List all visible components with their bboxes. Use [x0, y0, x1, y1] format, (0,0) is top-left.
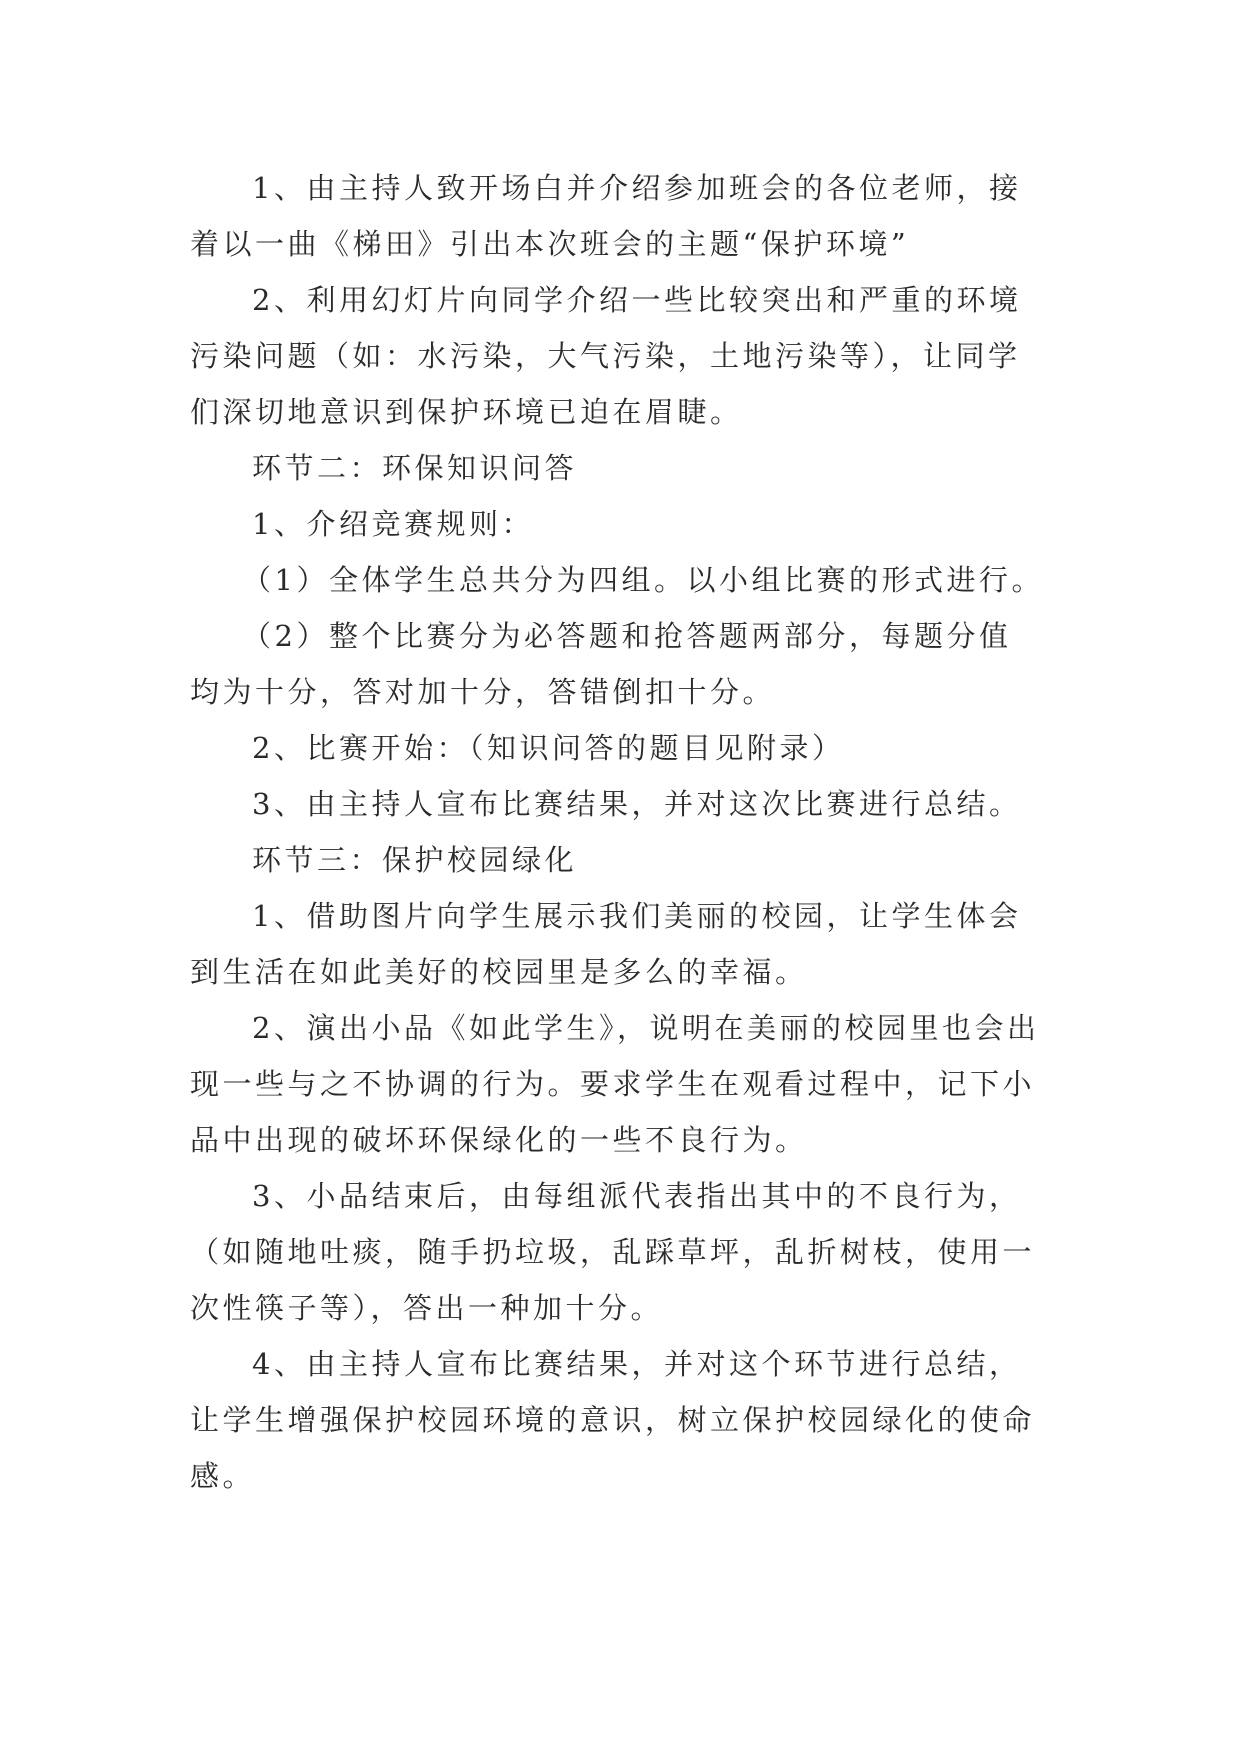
paragraph-line: 1、由主持人致开场白并介绍参加班会的各位老师，接 — [252, 171, 1022, 205]
section-heading: 环节二：环保知识问答 — [252, 451, 578, 485]
paragraph-line: 感。 — [190, 1459, 256, 1493]
paragraph-line: 2、比赛开始：（知识问答的题目见附录） — [252, 731, 845, 765]
paragraph-line: （如随地吐痰，随手扔垃圾，乱踩草坪，乱折树枝，使用一 — [190, 1235, 1036, 1269]
paragraph-line: 2、利用幻灯片向同学介绍一些比较突出和严重的环境 — [252, 283, 1022, 317]
paragraph-line: 现一些与之不协调的行为。要求学生在观看过程中，记下小 — [190, 1067, 1036, 1101]
paragraph-line: 次性筷子等），答出一种加十分。 — [190, 1291, 664, 1325]
paragraph-line: 3、由主持人宣布比赛结果，并对这次比赛进行总结。 — [252, 787, 1022, 821]
paragraph-line: 3、小品结束后，由每组派代表指出其中的不良行为， — [252, 1179, 1022, 1213]
paragraph-line: 污染问题（如：水污染，大气污染，土地污染等），让同学 — [190, 339, 1021, 373]
paragraph-line: 们深切地意识到保护环境已迫在眉睫。 — [190, 395, 743, 429]
paragraph-line: 4、由主持人宣布比赛结果，并对这个环节进行总结， — [252, 1347, 1022, 1381]
paragraph-line: 让学生增强保护校园环境的意识，树立保护校园绿化的使命 — [190, 1403, 1036, 1437]
paragraph-line: （2）整个比赛分为必答题和抢答题两部分，每题分值 — [242, 619, 1012, 653]
paragraph-line: 1、介绍竞赛规则： — [252, 507, 534, 541]
section-heading: 环节三：保护校园绿化 — [252, 843, 578, 877]
paragraph-line: 到生活在如此美好的校园里是多么的幸福。 — [190, 955, 808, 989]
paragraph-line: 均为十分，答对加十分，答错倒扣十分。 — [190, 675, 776, 709]
paragraph-line: 2、演出小品《如此学生》，说明在美丽的校园里也会出 — [252, 1011, 1040, 1045]
document-body — [190, 160, 1050, 1504]
paragraph-line: （1）全体学生总共分为四组。以小组比赛的形式进行。 — [242, 563, 1044, 597]
paragraph-line: 品中出现的破坏环保绿化的一些不良行为。 — [190, 1123, 808, 1157]
paragraph-line: 1、借助图片向学生展示我们美丽的校园，让学生体会 — [252, 899, 1022, 933]
paragraph-line: 着以一曲《梯田》引出本次班会的主题“保护环境” — [190, 227, 910, 261]
